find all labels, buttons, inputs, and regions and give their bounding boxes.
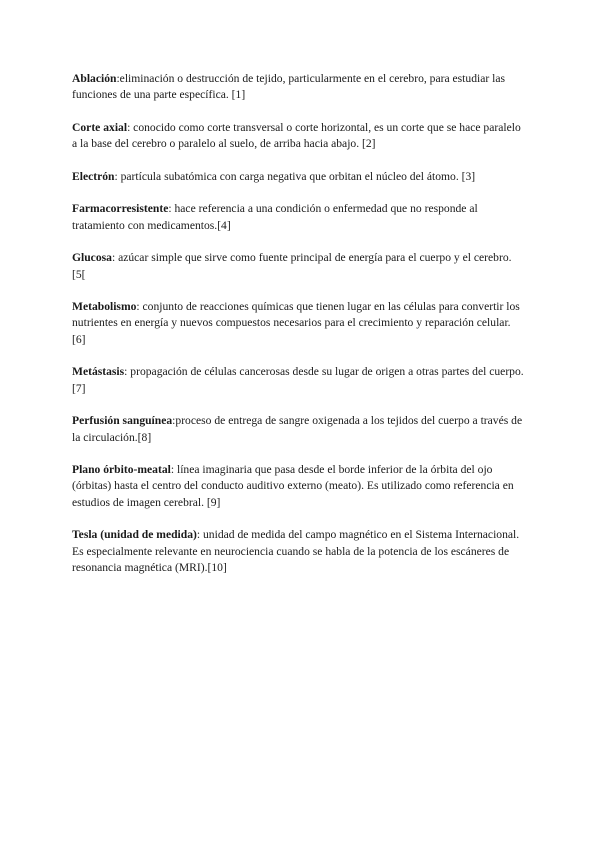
glossary-term: Plano órbito-meatal [72,463,171,477]
glossary-definition: : partícula subatómica con carga negativa que orbitan el núcleo del átomo. [3] [114,169,476,183]
glossary-entry-electron [72,169,524,185]
glossary-definition: :eliminación o destrucción de tejido, particularmente en el cerebro, para estudiar las funciones de una parte específica. [1] [72,72,506,102]
glossary-entry-glucosa [72,250,524,283]
glossary-term: Metabolismo [72,300,137,314]
glossary-term: Corte axial [72,120,128,134]
glossary-term: Farmacorresistente [72,202,169,216]
document-page [72,71,524,593]
glossary-term: Perfusión sanguínea [72,414,173,428]
glossary-definition: : azúcar simple que sirve como fuente principal de energía para el cuerpo y el cerebro.[5[ [72,251,512,281]
glossary-entry-tesla [72,527,524,576]
glossary-term: Metástasis [72,365,125,379]
glossary-definition: :proceso de entrega de sangre oxigenada a los tejidos del cuerpo a través de la circulación.[8] [72,414,523,444]
glossary-entry-perfusion-sanguinea [72,413,524,446]
glossary-entry-metabolismo [72,299,524,348]
glossary-definition: : propagación de células cancerosas desde su lugar de origen a otras partes del cuerpo.[7] [72,365,524,395]
glossary-entry-plano-orbito-meatal [72,462,524,511]
glossary-definition: : hace referencia a una condición o enfermedad que no responde al tratamiento con medicamentos.[4] [72,202,478,232]
glossary-entry-farmacorresistente [72,201,524,234]
glossary-term: Electrón [72,169,115,183]
glossary-definition: : conjunto de reacciones químicas que tienen lugar en las células para convertir los nutrientes en energía y nuevos compuestos necesarios para el crecimiento y reparación celular.[6] [72,300,520,346]
glossary-entry-ablacion [72,71,524,104]
glossary-definition: : unidad de medida del campo magnético en el Sistema Internacional. Es especialmente relevante en neurociencia cuando se habla de la potencia de los escáneres de resonancia magnética (MRI).[10] [72,528,520,574]
glossary-definition: : conocido como corte transversal o corte horizontal, es un corte que se hace paralelo a la base del cerebro o paralelo al suelo, de arriba hacia abajo. [2] [72,120,521,151]
glossary-entry-metastasis [72,364,524,397]
glossary-definition: : línea imaginaria que pasa desde el borde inferior de la órbita del ojo (órbitas) hasta el centro del conducto auditivo externo (meato). Es utilizado como referencia en estudios de imagen cerebral. [9] [72,463,514,509]
glossary-term: Tesla (unidad de medida) [72,528,197,542]
glossary-entry-corte-axial [72,120,524,153]
glossary-term: Glucosa [72,251,112,265]
glossary-term: Ablación [72,72,117,85]
